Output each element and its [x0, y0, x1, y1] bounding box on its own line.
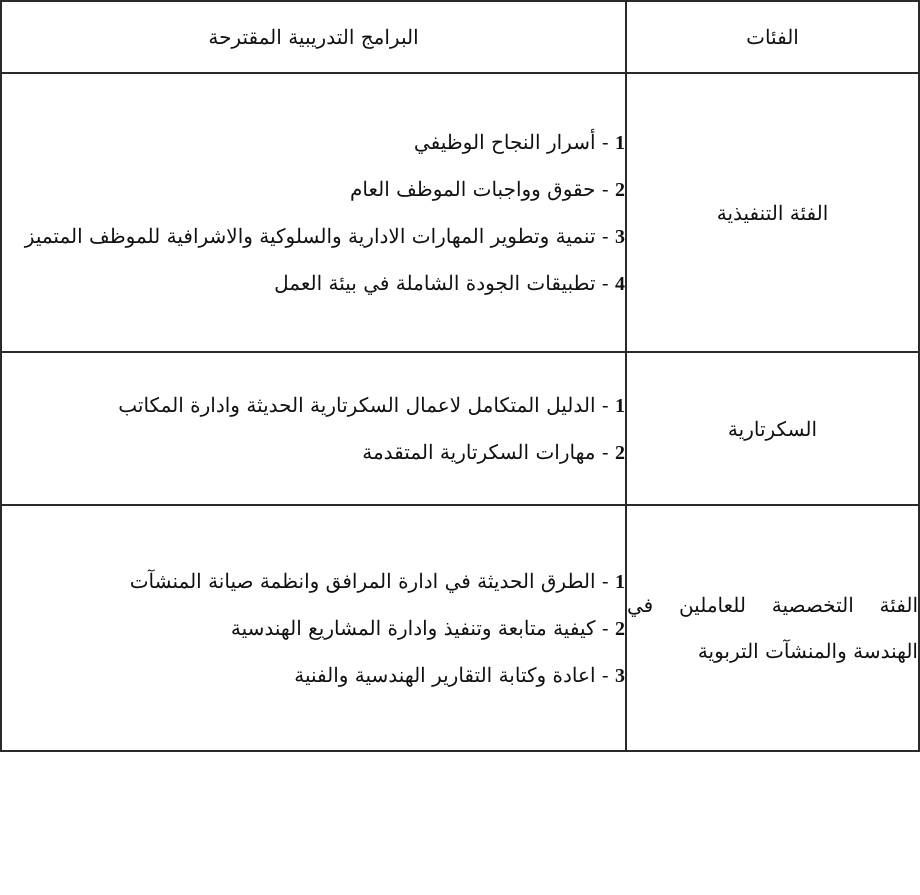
program-number: 3: [615, 664, 625, 687]
table-header-row: [1, 1, 919, 73]
program-item: 3 - تنمية وتطوير المهارات الادارية والسلوكية والاشرافية للموظف المتميز: [24, 223, 625, 248]
category-cell: الفئة التخصصية للعاملين في الهندسة والمنشآت التربوية: [626, 505, 919, 751]
program-item: 1 - أسرار النجاح الوظيفي: [413, 129, 625, 154]
program-item: 2 - حقوق وواجبات الموظف العام: [349, 176, 625, 201]
program-number: 1: [615, 131, 625, 154]
header-categories: الفئات: [626, 1, 919, 73]
program-text: تطبيقات الجودة الشاملة في بيئة العمل: [274, 270, 596, 295]
program-text: مهارات السكرتارية المتقدمة: [362, 439, 596, 464]
program-item: 3 - اعادة وكتابة التقارير الهندسية والفنية: [294, 662, 625, 687]
programs-cell: [1, 505, 626, 751]
programs-cell: [1, 352, 626, 505]
program-item: 1 - الطرق الحديثة في ادارة المرافق وانظمة صيانة المنشآت: [129, 568, 625, 593]
program-number: 2: [615, 441, 625, 464]
program-number: 4: [615, 272, 625, 295]
table-row: [1, 352, 919, 505]
program-number: 1: [615, 570, 625, 593]
program-text: حقوق وواجبات الموظف العام: [349, 176, 596, 201]
program-item: 1 - الدليل المتكامل لاعمال السكرتارية الحديثة وادارة المكاتب: [118, 392, 625, 417]
table-row: [1, 505, 919, 751]
programs-cell: [1, 73, 626, 352]
program-number: 2: [615, 178, 625, 201]
program-number: 3: [615, 225, 625, 248]
program-number: 2: [615, 617, 625, 640]
program-item: 2 - مهارات السكرتارية المتقدمة: [362, 439, 625, 464]
program-text: الدليل المتكامل لاعمال السكرتارية الحديثة وادارة المكاتب: [118, 392, 596, 417]
program-text: كيفية متابعة وتنفيذ وادارة المشاريع الهندسية: [230, 615, 596, 640]
program-text: الطرق الحديثة في ادارة المرافق وانظمة صيانة المنشآت: [129, 568, 596, 593]
program-text: أسرار النجاح الوظيفي: [413, 129, 596, 154]
program-item: 2 - كيفية متابعة وتنفيذ وادارة المشاريع الهندسية: [230, 615, 625, 640]
category-cell: السكرتارية: [626, 352, 919, 505]
program-number: 1: [615, 394, 625, 417]
category-cell: الفئة التنفيذية: [626, 73, 919, 352]
program-text: اعادة وكتابة التقارير الهندسية والفنية: [294, 662, 596, 687]
table-row: [1, 73, 919, 352]
program-item: 4 - تطبيقات الجودة الشاملة في بيئة العمل: [274, 270, 625, 295]
program-text: تنمية وتطوير المهارات الادارية والسلوكية والاشرافية للموظف المتميز: [24, 223, 596, 248]
header-programs: البرامج التدريبية المقترحة: [1, 1, 626, 73]
